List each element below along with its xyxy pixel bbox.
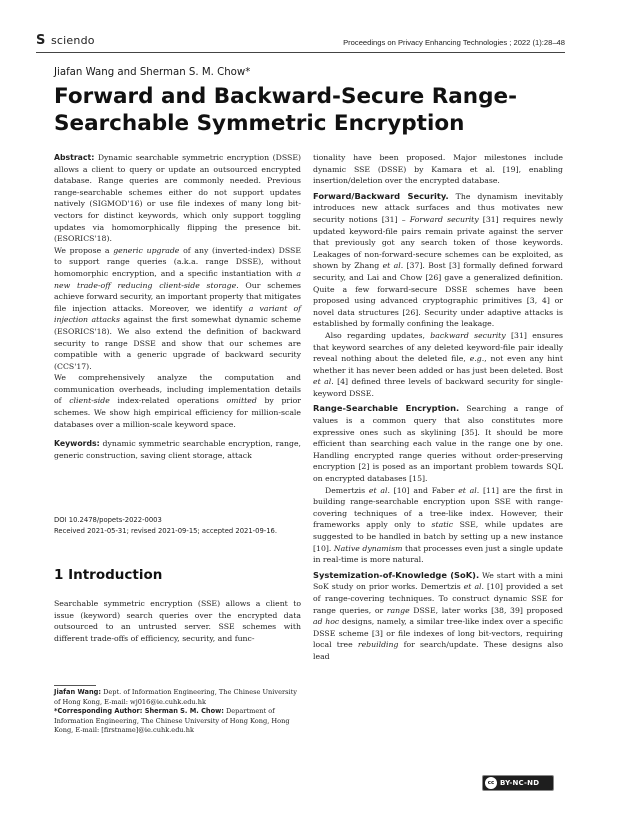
range-searchable-para: [313, 403, 563, 484]
emphasis: e.g.: [469, 354, 485, 364]
abstract-emphasis: omitted: [226, 396, 257, 406]
doi-line: DOI 10.2478/popets-2022-0003: [54, 516, 162, 524]
cc-license-badge: [482, 775, 554, 791]
emphasis: Native dynamism: [333, 543, 403, 553]
footnote-author-2: [54, 707, 301, 736]
paper-authors: Jiafan Wang and Sherman S. M. Chow*: [54, 67, 251, 78]
journal-info: Proceedings on Privacy Enhancing Technologies ; 2022 (1):28–48: [343, 38, 565, 47]
body-text: [10] and Faber: [389, 485, 459, 495]
paragraph-heading: Range-Searchable Encryption.: [313, 403, 460, 414]
sciendo-logo: [36, 34, 95, 47]
abstract-text: of any (inverted-index) DSSE to support range queries (a.k.a. range DSSE), without homomorphic encryption, and a specific instantiation with: [54, 245, 301, 278]
body-text: for search/update. These designs also lead: [313, 640, 563, 661]
body-text: , not even any hint whether it has never been added or has just been deleted. Bost: [313, 354, 563, 375]
abstract-text: We propose a: [54, 245, 114, 255]
body-text: that processes even just a single update in real-time is more natural.: [313, 543, 564, 565]
body-text: Demertzis: [325, 485, 369, 495]
paragraph-heading: Systemization-of-Knowledge (SoK).: [313, 569, 480, 580]
abstract-para-3: [54, 372, 301, 430]
emphasis: rebuilding: [357, 640, 399, 650]
abstract-text: We comprehensively analyze the computation and communication overheads, including implementation details of: [54, 373, 301, 406]
body-text: designs, namely, a similar tree-like index over a specific DSSE scheme [3] or file indexes of long bit-vectors, requiring local tree: [313, 617, 563, 650]
emphasis: et al.: [463, 582, 485, 592]
emphasis: et al.: [382, 261, 404, 271]
introduction-text: Searchable symmetric encryption (SSE) allows a client to issue (keyword) search queries over the encrypted data outsourced to an untrusted server. SSE schemes with different trade-offs of efficiency, security, and func-: [54, 599, 301, 643]
section-heading-introduction: 1 Introduction: [54, 567, 163, 583]
abstract-emphasis: generic upgrade: [113, 245, 180, 255]
abstract-label: Abstract:: [54, 153, 95, 162]
publisher-name: sciendo: [51, 34, 95, 47]
footnote-text: Dept. of Information Engineering, The Chinese University of Hong Kong, E-mail: wj016@ie.cuhk.edu.hk: [54, 688, 298, 706]
abstract-text: . Our schemes achieve forward security, an important property that mitigates file injection attacks. Moreover, we identify: [54, 280, 302, 313]
abstract-text: by prior schemes. We show high empirical efficiency for million-scale databases over a million-scale keyword space.: [54, 396, 301, 429]
body-text: Also regarding updates,: [325, 330, 431, 340]
footnote-label: Jiafan Wang:: [54, 688, 102, 696]
header-rule: [36, 52, 565, 53]
footnote-author-1: [54, 688, 301, 707]
body-text: [4] defined three levels of backward security for single-keyword DSSE.: [313, 377, 563, 398]
sok-para: [313, 570, 563, 663]
abstract-text: against the first somewhat dynamic scheme (ESORICS'18). We also extend the definition of backward security to range DSSE and show that our schemes are compatible with a generic upgrade of backward security (CCS'17).: [54, 315, 301, 371]
emphasis: static: [431, 520, 454, 530]
body-text: Searching a range of values is a common query that also constitutes more expressive ones such as skylining [35]. It should be more efficient than searching each value in the range one by one. Handling encrypted range queries without order-preserving encryption [2] is posed as an important problem towards SQL on encrypted databases [15].: [313, 404, 564, 484]
right-column: [313, 152, 563, 663]
abstract-text: index-related operations: [109, 396, 227, 406]
body-text: The dynamism inevitably introduces new attack surfaces and thus motivates new security notions [31] –: [313, 191, 563, 224]
forward-backward-para: [313, 191, 563, 330]
abstract-emphasis: a new trade-off reducing client-side storage: [54, 268, 301, 290]
footnote-label: *Corresponding Author: Sherman S. M. Chow:: [54, 707, 224, 716]
body-text: [11] are the first in building range-searchable encryption upon SSE with range-covering techniques of a tree-like index. However, their frameworks apply only to: [313, 485, 564, 530]
right-para-0: tionality have been proposed. Major milestones include dynamic SSE (DSSE) by Kamara et al. [19], enabling insertion/deletion over the encrypted database.: [313, 153, 563, 186]
body-text: [31] requires newly updated keyword-file pairs remain private against the server that previously got any search token of those keywords. Leakages of non-forward-secure schemes can be exploited, as shown by Zhang: [313, 214, 564, 271]
keywords-line: [54, 438, 301, 461]
emphasis: ad hoc: [313, 617, 340, 627]
emphasis: et al.: [313, 377, 334, 387]
paragraph-heading: Forward/Backward Security.: [313, 190, 449, 201]
body-text: [10] provided a set of range-covering techniques. To construct dynamic SSE for range queries, or: [313, 582, 564, 615]
publication-info: [54, 515, 301, 537]
footnote-text: Department of Information Engineering, The Chinese University of Hong Kong, Hong Kong, E-mail: [firstname]@ie.cuhk.edu.hk: [54, 707, 290, 735]
abstract-text-1: Dynamic searchable symmetric encryption (DSSE) allows a client to query or update an outsourced encrypted database. Range queries are commonly needed. Previous range-searchable schemes either do not support updates natively (SIGMOD'16) or use file indexes of many long bit-vectors for distinct keywords, which only support toggling updates via homomorphically flipping the presence bit. (ESORICS'18).: [54, 153, 301, 244]
emphasis: et al.: [368, 485, 390, 495]
abstract-block: [54, 152, 301, 461]
license-text: BY-NC-ND: [500, 779, 540, 787]
emphasis: backward security: [430, 330, 506, 340]
abstract-para-1: [54, 152, 301, 245]
body-text: SSE, while updates are suggested to be handled in batch by setting up a new instance [10].: [313, 520, 564, 553]
cc-icon: cc: [485, 777, 497, 789]
backward-security-para: [313, 330, 563, 400]
emphasis: Forward security: [409, 214, 479, 224]
body-text: We start with a mini SoK study on prior works. Demertzis: [313, 570, 563, 592]
emphasis: et al.: [458, 485, 480, 495]
abstract-emphasis: client-side: [69, 396, 110, 406]
footnote-rule: [54, 685, 96, 686]
paper-title: Forward and Backward-Secure Range-Searchable Symmetric Encryption: [54, 84, 518, 136]
sciendo-s-icon: S: [36, 33, 46, 48]
demertzis-para: [313, 485, 563, 566]
received-line: Received 2021-05-31; revised 2021-09-15; accepted 2021-09-16.: [54, 527, 278, 535]
emphasis: range: [386, 605, 410, 615]
abstract-para-2: [54, 245, 301, 373]
body-text: DSSE, later works [38, 39] proposed: [409, 605, 564, 615]
footnotes: [54, 688, 301, 736]
body-text: [37]. Bost [3] formally defined forward security, and Lai and Chow [26] gave a generalized definition. Quite a few forward-secure DSSE schemes have been proposed using advanced cryptographic primitives [3, 4] or novel data structures [26]. Security under adaptive attacks is established by formally confining the leakage.: [313, 261, 563, 329]
body-text: [31] ensures that keyword searches of any deleted keyword-file pair ideally reveal nothing about the deleted file,: [313, 330, 564, 364]
keywords-text: dynamic symmetric searchable encryption, range, generic construction, saving client storage, attack: [54, 439, 301, 460]
abstract-emphasis: a variant of injection attacks: [54, 303, 301, 325]
keywords-label: Keywords:: [54, 439, 100, 449]
